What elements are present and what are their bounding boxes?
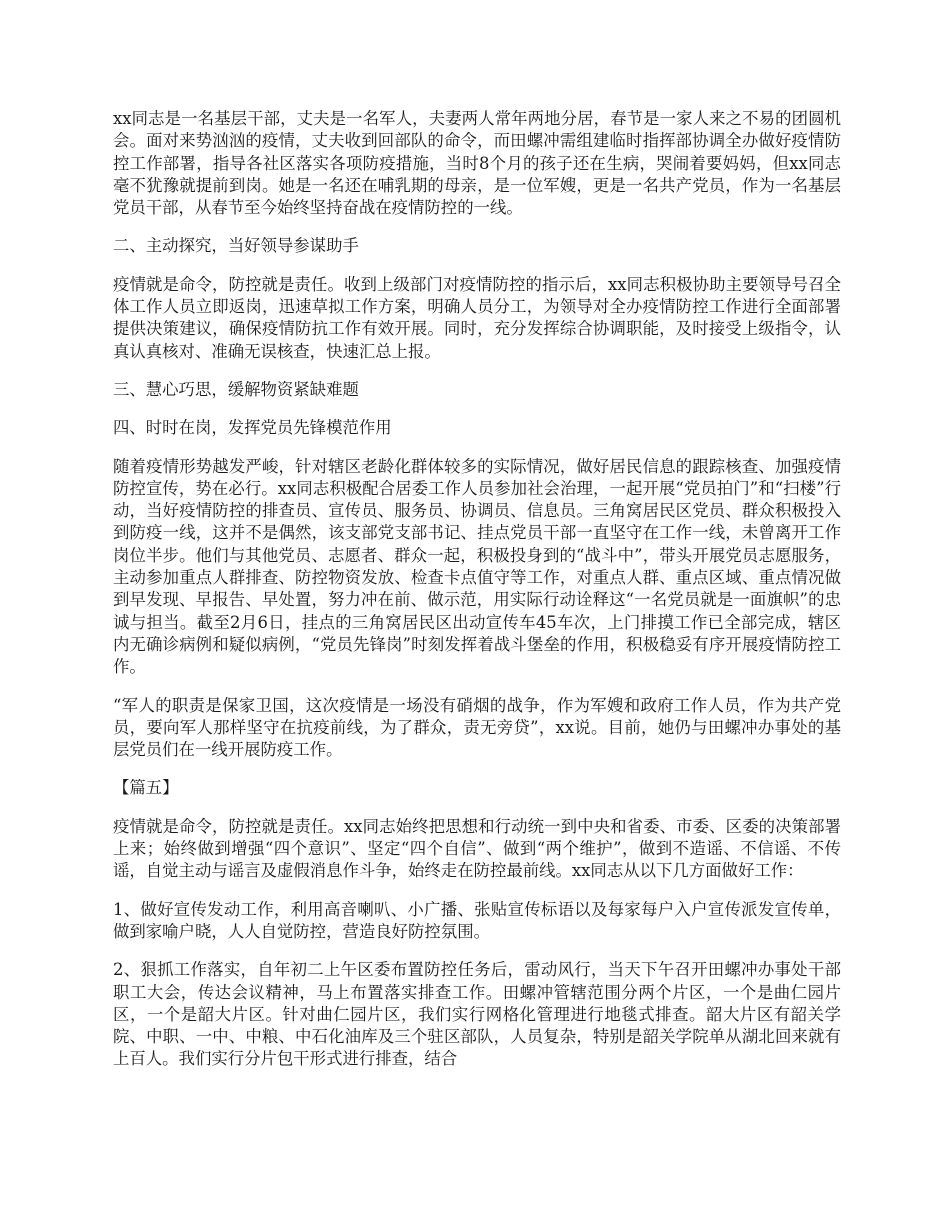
- chapter-heading: 【篇五】: [113, 778, 179, 798]
- paragraph-section-2: 疫情就是命令，防控就是责任。收到上级部门对疫情防控的指示后，xx同志积极协助主要领导号召全体工作人员立即返岗，迅速草拟工作方案，明确人员分工，为领导对全办疫情防控工作进行全面部署提供决策建议，确保疫情防抗工作有效开展。同时，充分发挥综合协调职能，及时接受上级指令，认真认真核对、准确无误核查，快速汇总上报。: [113, 274, 841, 361]
- paragraph-chapter-intro: 疫情就是命令，防控就是责任。xx同志始终把思想和行动统一到中央和省委、市委、区委的决策部署上来；始终做到增强“四个意识”、坚定“四个自信”、做到“两个维护”，做到不造谣、不信谣、不传谣，自觉主动与谣言及虚假消息作斗争，始终走在防控最前线。xx同志从以下几方面做好工作：: [113, 816, 841, 881]
- paragraph-item-2: 2、狠抓工作落实，自年初二上午区委布置防控任务后，雷动风行，当天下午召开田螺冲办事处干部职工大会，传达会议精神，马上布置落实排查工作。田螺冲管辖范围分两个片区，一个是曲仁园片区，一个是韶大片区。针对曲仁园片区，我们实行网格化管理进行地毯式排查。韶大片区有韶关学院、中职、一中、中粮、中石化油库及三个驻区部队，人员复杂，特别是韶关学院单从湖北回来就有上百人。我们实行分片包干形式进行排查，结合: [113, 960, 841, 1069]
- section-heading-2: 二、主动探究，当好领导参谋助手: [113, 236, 359, 256]
- paragraph-quote: “军人的职责是保家卫国，这次疫情是一场没有硝烟的战争，作为军嫂和政府工作人员，作为共产党员，要向军人那样坚守在抗疫前线，为了群众，责无旁贷”，xx说。目前，她仍与田螺冲办事处的基层党员们在一线开展防疫工作。: [113, 695, 841, 760]
- document-body: [113, 108, 841, 1087]
- section-heading-4: 四、时时在岗，发挥党员先锋模范作用: [113, 418, 392, 438]
- paragraph-intro: xx同志是一名基层干部，丈夫是一名军人，夫妻两人常年两地分居，春节是一家人来之不易的团圆机会。面对来势汹汹的疫情，丈夫收到回部队的命令，而田螺冲需组建临时指挥部协调全办做好疫情防控工作部署，指导各社区落实各项防疫措施，当时8个月的孩子还在生病，哭闹着要妈妈，但xx同志毫不犹豫就提前到岗。她是一名还在哺乳期的母亲，是一位军嫂，更是一名共产党员，作为一名基层党员干部，从春节至今始终坚持奋战在疫情防控的一线。: [113, 109, 841, 218]
- paragraph-item-1: 1、做好宣传发动工作，利用高音喇叭、小广播、张贴宣传标语以及每家每户入户宣传派发宣传单，做到家喻户晓，人人自觉防控，营造良好防控氛围。: [113, 899, 841, 941]
- paragraph-section-4: 随着疫情形势越发严峻，针对辖区老龄化群体较多的实际情况，做好居民信息的跟踪核查、加强疫情防控宣传，势在必行。xx同志积极配合居委工作人员参加社会治理，一起开展“党员拍门”和“扫楼”行动，当好疫情防控的排查员、宣传员、服务员、协调员、信息员。三角窝居民区党员、群众积极投入到防疫一线，这并不是偶然，该支部党支部书记、挂点党员干部一直坚守在工作一线，未曾离开工作岗位半步。他们与其他党员、志愿者、群众一起，积极投身到的“战斗中”，带头开展党员志愿服务，主动参加重点人群排查、防控物资发放、检查卡点值守等工作，对重点人群、重点区域、重点情况做到早发现、早报告、早处置，努力冲在前、做示范，用实际行动诠释这“一名党员就是一面旗帜”的忠诚与担当。截至2月6日，挂点的三角窝居民区出动宣传车45车次，上门排摸工作已全部完成，辖区内无确诊病例和疑似病例，“党员先锋岗”时刻发挥着战斗堡垒的作用，积极稳妥有序开展疫情防控工作。: [113, 456, 841, 677]
- section-heading-3: 三、慧心巧思，缓解物资紧缺难题: [113, 379, 359, 399]
